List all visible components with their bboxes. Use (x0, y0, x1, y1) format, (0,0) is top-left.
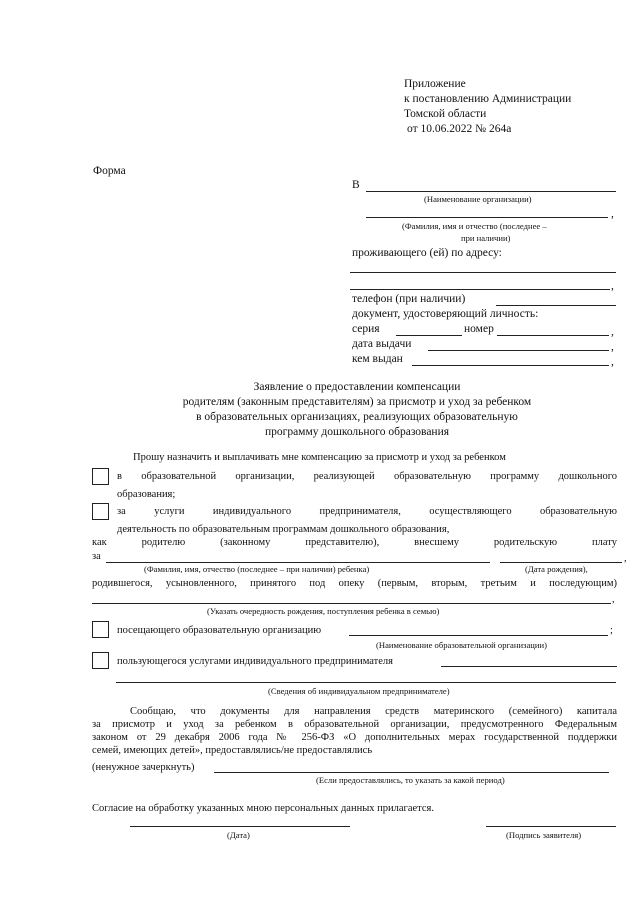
period-caption: (Если предоставлялись, то указать за какой период) (316, 775, 505, 785)
issued-by-label: кем выдан (352, 353, 403, 365)
date-field[interactable] (130, 826, 350, 827)
comma: , (624, 553, 627, 564)
comma: , (611, 208, 614, 220)
attending-org-label: посещающего образовательную организацию (117, 625, 322, 636)
fio-caption-2: при наличии) (461, 233, 511, 243)
issued-by-field[interactable] (412, 365, 609, 366)
inform-line-1: Сообщаю, что документы для направления средств материнского (семейного) капитала (130, 706, 617, 717)
series-field[interactable] (396, 335, 462, 336)
cross-out-note: (ненужное зачеркнуть) (92, 762, 195, 773)
child-fio-field[interactable] (106, 562, 490, 563)
appendix-line-4: от 10.06.2022 № 264а (407, 123, 512, 135)
using-entrepreneur-label: пользующегося услугами индивидуального предпринимателя (117, 656, 393, 667)
appendix-line-3: Томской области (404, 108, 487, 120)
entrepreneur-field-2[interactable] (116, 682, 616, 683)
inform-line-2: за присмотр и уход за ребенком в образовательной организации, предусмотренного Федеральным (92, 719, 617, 730)
number-field[interactable] (497, 335, 609, 336)
signature-caption: (Подпись заявителя) (506, 830, 582, 840)
option-entrepreneur-checkbox[interactable] (92, 503, 109, 520)
birth-order-field[interactable] (92, 603, 611, 604)
for-label: за (92, 551, 101, 562)
form-label: Форма (93, 165, 126, 177)
title-line-4: программу дошкольного образования (264, 426, 450, 438)
title-line-3: в образовательных организациях, реализующих образовательную (196, 411, 518, 423)
child-birthdate-field[interactable] (500, 562, 622, 563)
comma: , (611, 341, 614, 353)
id-document-label: документ, удостоверяющий личность: (352, 308, 539, 320)
period-field[interactable] (214, 772, 609, 773)
issue-date-field[interactable] (428, 350, 609, 351)
addressee-prefix: В (352, 179, 360, 191)
appendix-line-2: к постановлению Администрации (404, 93, 572, 105)
comma: , (611, 356, 614, 368)
birth-order-caption: (Указать очередность рождения, поступления ребенка в семью) (207, 606, 440, 616)
option2-line-1: за услуги индивидуального предпринимателя, осуществляющего образовательную (117, 506, 617, 517)
attending-org-field[interactable] (349, 635, 608, 636)
fio-caption-1: (Фамилия, имя и отчество (последнее – (402, 221, 547, 231)
issue-date-label: дата выдачи (352, 338, 412, 350)
born-text: родившегося, усыновленного, принятого под опеку (первым, вторым, третьим и последующим) (92, 578, 617, 589)
as-parent-text: как родителю (законному представителю), внесшему родительскую плату (92, 537, 617, 548)
entrepreneur-caption: (Сведения об индивидуальном предпринимателе) (268, 686, 450, 696)
option1-line-2: образования; (117, 489, 176, 500)
comma: , (612, 594, 615, 605)
organization-name-field[interactable] (366, 191, 616, 192)
request-text: Прошу назначить и выплачивать мне компенсацию за присмотр и уход за ребенком (133, 452, 506, 463)
phone-label: телефон (при наличии) (352, 293, 466, 305)
semicolon: ; (610, 625, 613, 636)
title-line-1: Заявление о предоставлении компенсации (253, 381, 461, 393)
inform-line-4: семей, имеющих детей», предоставлялись/не предоставлялись (92, 745, 373, 756)
number-label: номер (464, 323, 494, 335)
address-field-1[interactable] (350, 272, 616, 273)
consent-text: Согласие на обработку указанных мною персональных данных прилагается. (92, 803, 434, 814)
signature-field[interactable] (486, 826, 616, 827)
entrepreneur-field-1[interactable] (441, 666, 617, 667)
option-organization-checkbox[interactable] (92, 468, 109, 485)
using-entrepreneur-checkbox[interactable] (92, 652, 109, 669)
inform-line-3: законом от 29 декабря 2006 года № 256-ФЗ «О дополнительных мерах государственной поддержки (92, 732, 617, 743)
address-field-2[interactable] (350, 289, 610, 290)
residing-label: проживающего (ей) по адресу: (352, 247, 502, 259)
child-birthdate-caption: (Дата рождения), (525, 564, 588, 574)
comma: , (611, 280, 614, 292)
attending-org-caption: (Наименование образовательной организации) (376, 640, 547, 650)
applicant-fio-field[interactable] (366, 217, 608, 218)
appendix-line-1: Приложение (404, 78, 466, 90)
comma: , (611, 326, 614, 338)
child-fio-caption: (Фамилия, имя, отчество (последнее – при наличии) ребенка) (144, 564, 370, 574)
series-label: серия (352, 323, 380, 335)
attending-org-checkbox[interactable] (92, 621, 109, 638)
option1-line-1: в образовательной организации, реализующей образовательную программу дошкольного (117, 471, 617, 482)
organization-caption: (Наименование организации) (424, 194, 532, 204)
date-caption: (Дата) (227, 830, 250, 840)
phone-field[interactable] (496, 305, 616, 306)
title-line-2: родителям (законным представителям) за присмотр и уход за ребенком (182, 396, 532, 408)
option2-line-2: деятельность по образовательным программам дошкольного образования, (117, 524, 450, 535)
